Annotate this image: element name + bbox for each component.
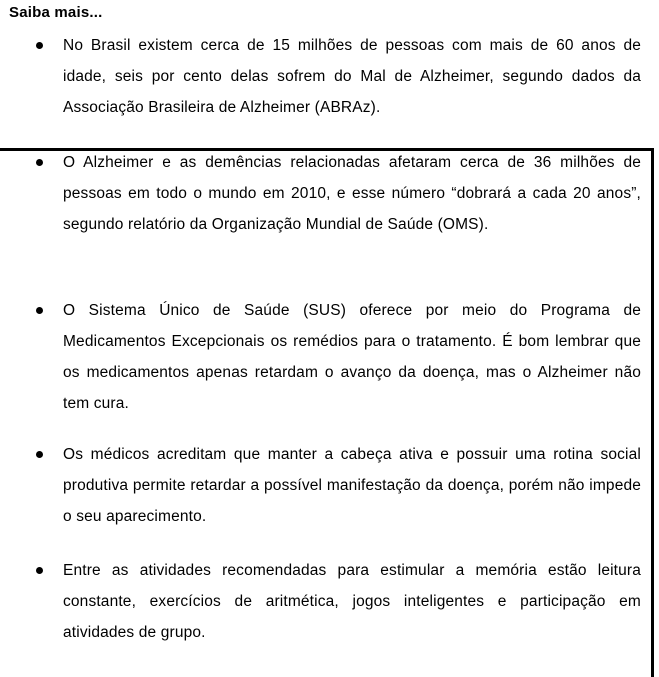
- list-item-text: Entre as atividades recomendadas para estimular a memória estão leitura constante, exercícios de aritmética, jogos inteligentes e participação em atividades de grupo.: [63, 562, 641, 641]
- list-item-text: Os médicos acreditam que manter a cabeça ativa e possuir uma rotina social produtiva permite retardar a possível manifestação da doença, porém não impede o seu aparecimento.: [63, 446, 641, 525]
- list-item-text: O Alzheimer e as demências relacionadas afetaram cerca de 36 milhões de pessoas em todo o mundo em 2010, e esse número “dobrará a cada 20 anos”, segundo relatório da Organização Mundial de Saúde (OMS).: [63, 154, 641, 233]
- section-border-right: [651, 148, 654, 677]
- bullet-icon: [36, 567, 43, 574]
- page-heading: Saiba mais...: [9, 4, 103, 21]
- bullet-icon: [36, 42, 43, 49]
- bullet-icon: [36, 159, 43, 166]
- list-item-text: No Brasil existem cerca de 15 milhões de pessoas com mais de 60 anos de idade, seis por cento delas sofrem do Mal de Alzheimer, segundo dados da Associação Brasileira de Alzheimer (ABRAz).: [63, 37, 641, 116]
- bullet-icon: [36, 307, 43, 314]
- bullet-icon: [36, 451, 43, 458]
- list-item-text: O Sistema Único de Saúde (SUS) oferece por meio do Programa de Medicamentos Excepcionais os remédios para o tratamento. É bom lembrar que os medicamentos apenas retardam o avanço da doença, mas o Alzheimer não tem cura.: [63, 302, 641, 412]
